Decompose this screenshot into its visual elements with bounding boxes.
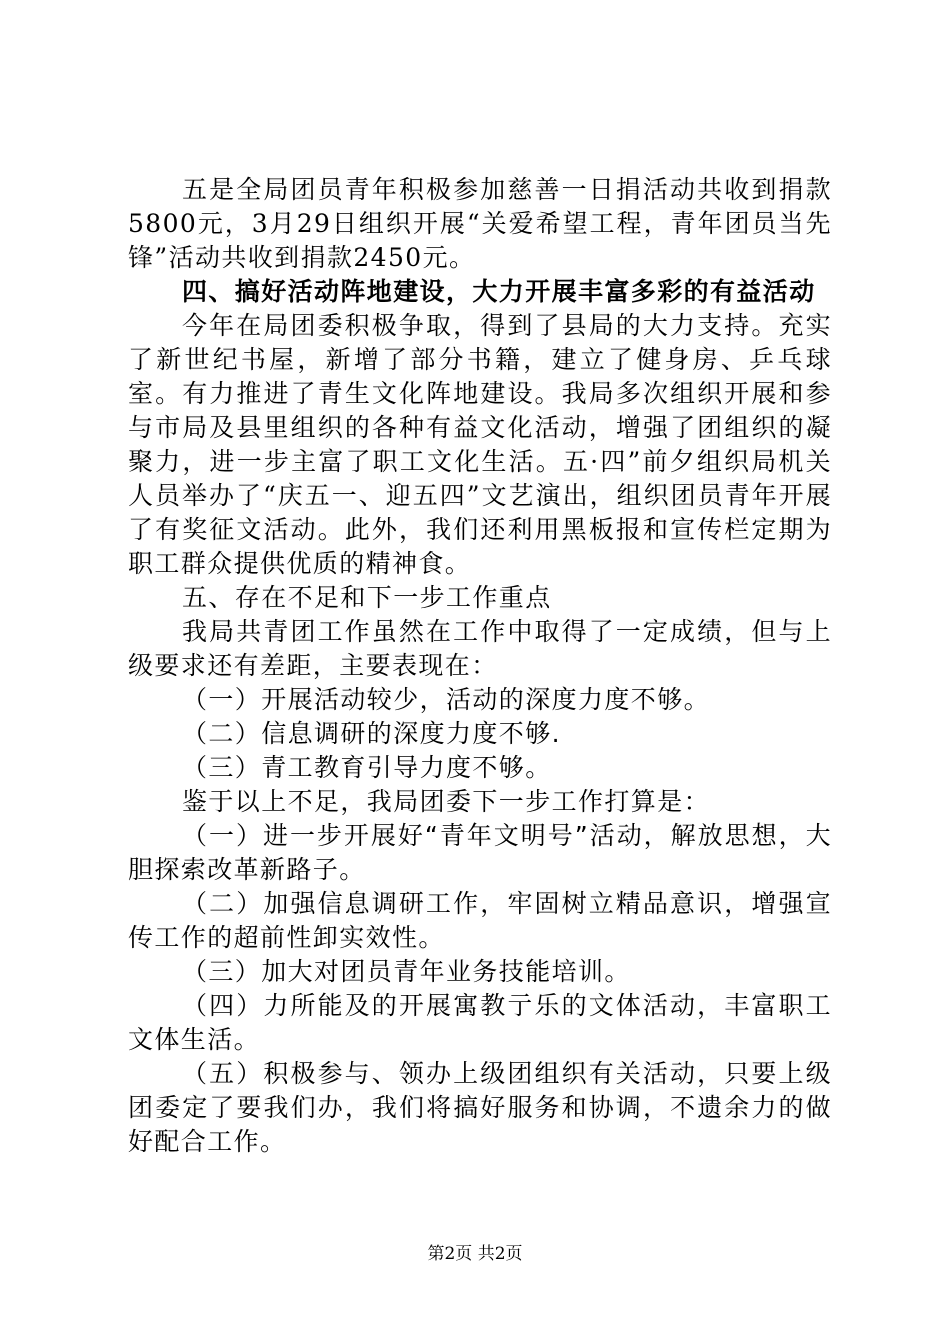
section-heading-5: 五、存在不足和下一步工作重点 [182,583,552,612]
page-footer: 第2页 共2页 [427,1244,523,1264]
paragraph-donation: 五是全局团员青年积极参加慈善一日捐活动共收到捐款5800元，3月29日组织开展“关爱希望工程，青年团员当先锋”活动共收到捐款2450元。 [128,175,832,272]
list-item-shortcoming-1: （一）开展活动较少，活动的深度力度不够。 [182,685,711,714]
list-item-shortcoming-3: （三）青工教育引导力度不够。 [182,753,552,782]
list-item-plan-2: （二）加强信息调研工作，牢固树立精品意识，增强宣传工作的超前性卸实效性。 [128,889,832,952]
paragraph-activities: 今年在局团委积极争取，得到了县局的大力支持。充实了新世纪书屋，新增了部分书籍，建立了健身房、乒乓球室。有力推进了青生文化阵地建设。我局多次组织开展和参与市局及县里组织的各种有益文化活动，增强了团组织的凝聚力，进一步主富了职工文化生活。五·四”前夕组织局机关人员举办了“庆五一、迎五四”文艺演出，组织团员青年开展了有奖征文活动。此外，我们还利用黑板报和宣传栏定期为职工群众提供优质的精神食。 [128,311,832,578]
list-item-plan-4: （四）力所能及的开展寓教亍乐的文体活动，丰富职工文体生活。 [128,991,832,1054]
list-item-plan-1: （一）进一步开展好“青年文明号”活动，解放思想，大胆探索改革新路子。 [128,821,832,884]
section-heading-4: 四、搞好活动阵地建设，大力开展丰富多彩的有益活动 [182,277,816,306]
list-item-plan-3: （三）加大对团员青年业务技能培训。 [182,957,631,986]
list-item-plan-5: （五）积极参与、领办上级团组织有关活动，只要上级团委定了要我们办，我们将搞好服务和协调，不遗余力的做好配合工作。 [128,1059,832,1156]
list-item-shortcoming-2: （二）信息调研的深度力度不够. [182,719,561,748]
document-body [128,173,832,1159]
paragraph-plan-intro: 鉴于以上不足，我局团委下一步工作打算是： [182,787,711,816]
paragraph-shortcomings-intro: 我局共青团工作虽然在工作中取得了一定成绩，但与上级要求还有差距，主要表现在： [128,617,832,680]
